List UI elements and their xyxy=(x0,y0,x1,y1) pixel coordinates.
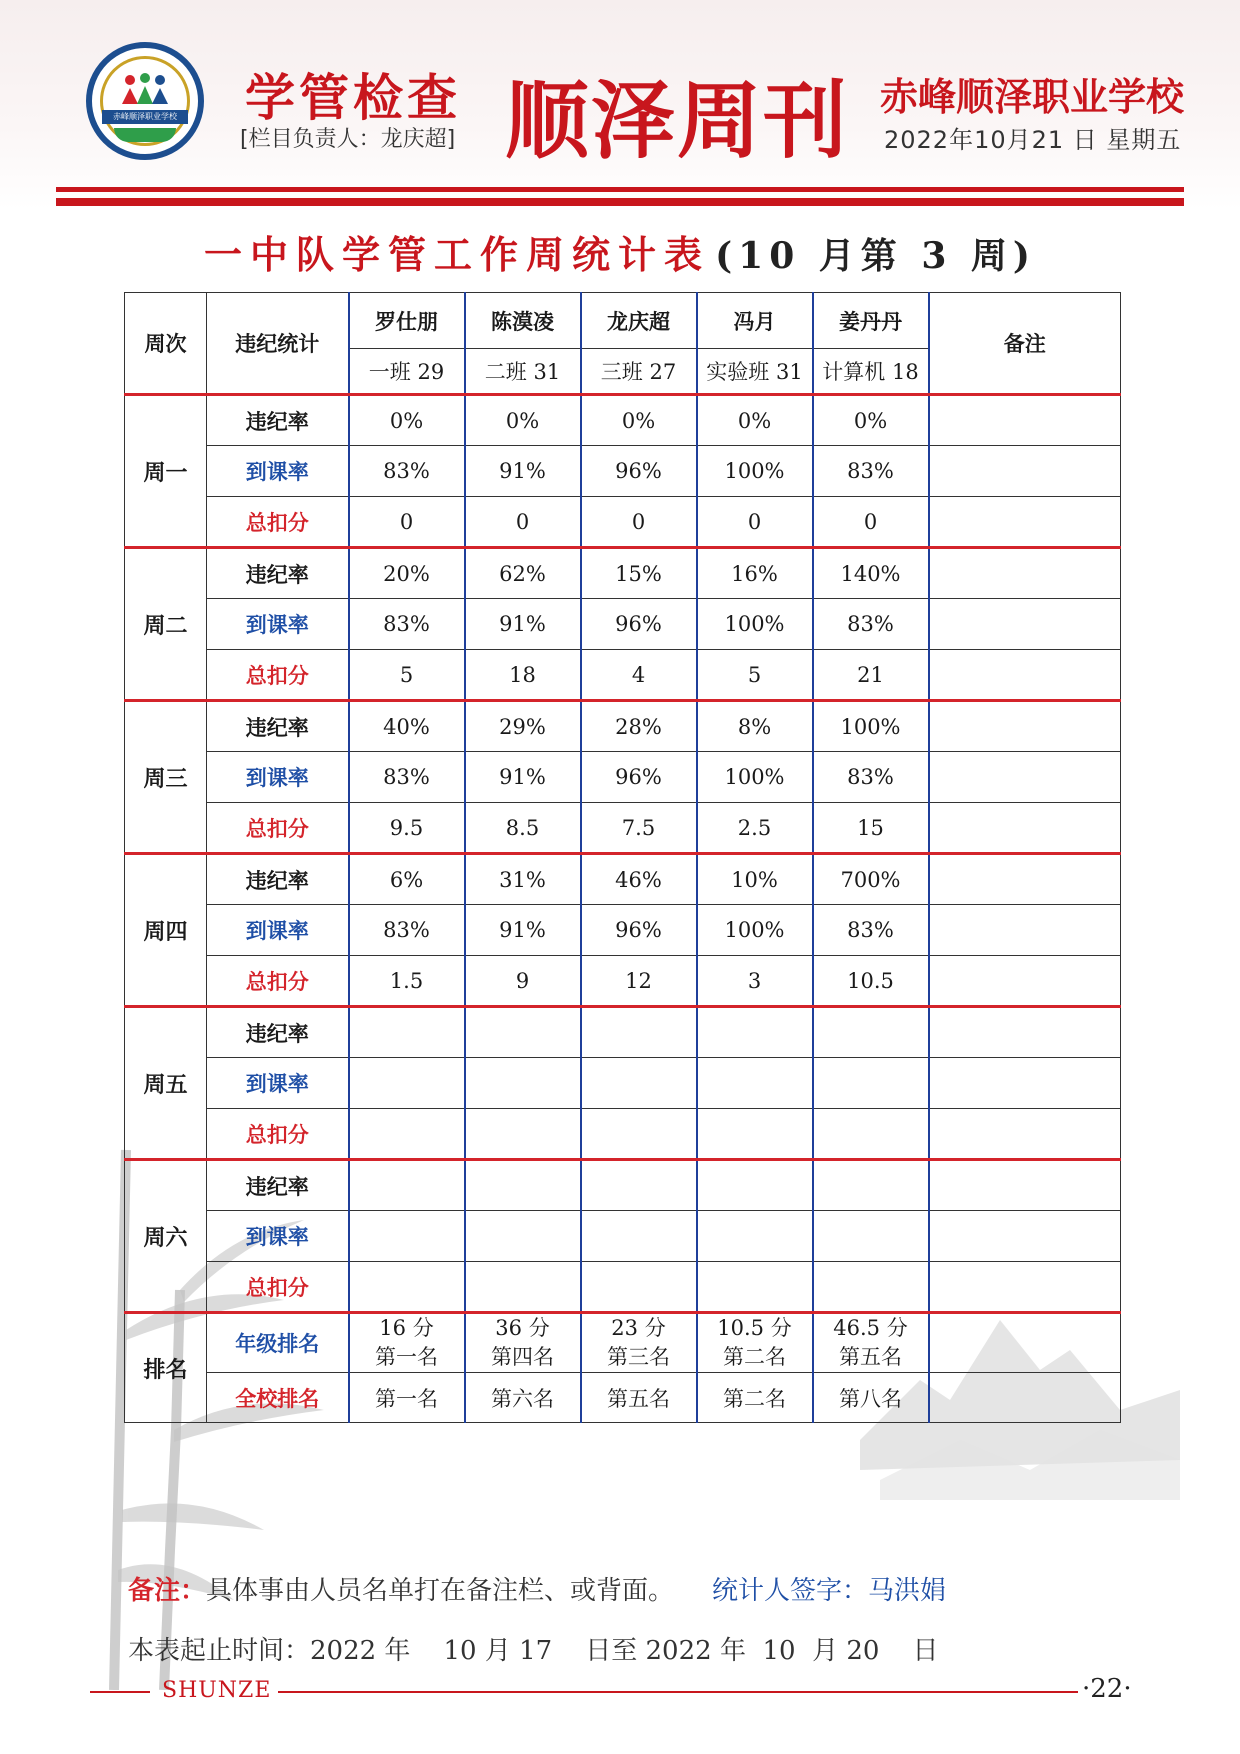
value-cell xyxy=(465,1058,581,1109)
value-cell xyxy=(581,1058,697,1109)
value-cell: 10% xyxy=(697,854,813,905)
table-row xyxy=(125,752,1121,803)
table-row xyxy=(125,1211,1121,1262)
value-cell: 40% xyxy=(349,701,465,752)
value-cell xyxy=(697,1007,813,1058)
value-cell xyxy=(465,1211,581,1262)
value-cell: 83% xyxy=(349,905,465,956)
value-cell xyxy=(813,1058,929,1109)
metric-label: 违纪率 xyxy=(207,854,349,905)
grade-rank-cell xyxy=(349,1313,465,1373)
remark-cell xyxy=(929,1058,1121,1109)
remark-cell xyxy=(929,956,1121,1007)
class-label: 计算机 18 xyxy=(813,349,929,395)
teacher-name: 冯月 xyxy=(697,293,813,349)
value-cell xyxy=(349,1160,465,1211)
value-cell xyxy=(697,1211,813,1262)
value-cell: 83% xyxy=(813,905,929,956)
table-row xyxy=(125,803,1121,854)
grade-rank-cell xyxy=(697,1313,813,1373)
remark-cell xyxy=(929,446,1121,497)
grade-rank-cell xyxy=(581,1313,697,1373)
value-cell: 96% xyxy=(581,752,697,803)
day-label: 周五 xyxy=(125,1007,207,1160)
school-rank-cell: 第五名 xyxy=(581,1373,697,1423)
footer-rule-right xyxy=(278,1691,1078,1693)
value-cell: 46% xyxy=(581,854,697,905)
remark-cell xyxy=(929,803,1121,854)
table-period: 本表起止时间：2022 年 10 月 17 日至 2022 年 10 月 20 日 xyxy=(128,1636,939,1666)
school-rank-cell: 第八名 xyxy=(813,1373,929,1423)
value-cell xyxy=(813,1160,929,1211)
day-label: 周六 xyxy=(125,1160,207,1313)
metric-label: 违纪率 xyxy=(207,548,349,599)
value-cell xyxy=(349,1058,465,1109)
value-cell xyxy=(697,1058,813,1109)
weekly-stats-table xyxy=(124,292,1121,1423)
table-row xyxy=(125,1160,1121,1211)
grade-score: 46.5 分 xyxy=(833,1316,908,1340)
value-cell: 0 xyxy=(349,497,465,548)
value-cell xyxy=(581,1160,697,1211)
note-key: 备注： xyxy=(128,1576,207,1606)
value-cell xyxy=(581,1262,697,1313)
teacher-name: 姜丹丹 xyxy=(813,293,929,349)
ranking-row-school xyxy=(125,1373,1121,1423)
class-label: 一班 29 xyxy=(349,349,465,395)
metric-label: 到课率 xyxy=(207,905,349,956)
value-cell: 100% xyxy=(813,701,929,752)
day-label: 周二 xyxy=(125,548,207,701)
remark-cell xyxy=(929,1211,1121,1262)
teacher-name: 罗仕朋 xyxy=(349,293,465,349)
value-cell: 0 xyxy=(465,497,581,548)
table-row xyxy=(125,497,1121,548)
grade-rank: 第五名 xyxy=(839,1345,902,1369)
table-row xyxy=(125,701,1121,752)
value-cell: 0% xyxy=(697,395,813,446)
school-name: 赤峰顺泽职业学校 xyxy=(880,75,1185,119)
value-cell: 2.5 xyxy=(697,803,813,854)
metric-label: 到课率 xyxy=(207,599,349,650)
remark-cell xyxy=(929,701,1121,752)
metric-label: 到课率 xyxy=(207,752,349,803)
grade-score: 10.5 分 xyxy=(717,1316,792,1340)
school-logo xyxy=(86,42,204,160)
remark-cell xyxy=(929,1373,1121,1423)
grade-score: 23 分 xyxy=(611,1316,666,1340)
value-cell: 0 xyxy=(813,497,929,548)
value-cell: 12 xyxy=(581,956,697,1007)
grade-rank: 第四名 xyxy=(491,1345,554,1369)
grade-rank: 第二名 xyxy=(723,1345,786,1369)
value-cell xyxy=(465,1109,581,1160)
school-rank-label: 全校排名 xyxy=(207,1373,349,1423)
metric-label: 总扣分 xyxy=(207,1262,349,1313)
value-cell: 100% xyxy=(697,599,813,650)
header-remark: 备注 xyxy=(929,293,1121,395)
footer-rule-left xyxy=(90,1691,150,1693)
logo-hands-icon xyxy=(114,128,176,142)
page-number: ·22· xyxy=(1082,1674,1132,1704)
value-cell xyxy=(813,1211,929,1262)
school-rank-cell: 第六名 xyxy=(465,1373,581,1423)
value-cell: 100% xyxy=(697,905,813,956)
ranking-row-grade xyxy=(125,1313,1121,1373)
value-cell: 0 xyxy=(697,497,813,548)
value-cell: 100% xyxy=(697,446,813,497)
day-label: 周四 xyxy=(125,854,207,1007)
value-cell: 83% xyxy=(813,446,929,497)
school-rank-cell: 第一名 xyxy=(349,1373,465,1423)
value-cell: 140% xyxy=(813,548,929,599)
table-row xyxy=(125,956,1121,1007)
statistician-signature: 统计人签字：马洪娟 xyxy=(712,1576,947,1606)
value-cell xyxy=(697,1160,813,1211)
value-cell xyxy=(349,1262,465,1313)
class-label: 二班 31 xyxy=(465,349,581,395)
metric-label: 到课率 xyxy=(207,446,349,497)
remark-cell xyxy=(929,599,1121,650)
header-row xyxy=(125,293,1121,349)
value-cell: 28% xyxy=(581,701,697,752)
value-cell xyxy=(581,1109,697,1160)
remark-cell xyxy=(929,905,1121,956)
value-cell: 31% xyxy=(465,854,581,905)
class-label: 三班 27 xyxy=(581,349,697,395)
header-rule-thick xyxy=(56,198,1184,206)
value-cell xyxy=(349,1007,465,1058)
value-cell: 3 xyxy=(697,956,813,1007)
header-rule-thin xyxy=(56,187,1184,192)
value-cell xyxy=(697,1262,813,1313)
metric-label: 违纪率 xyxy=(207,1160,349,1211)
remark-cell xyxy=(929,752,1121,803)
table-row xyxy=(125,599,1121,650)
section-owner: [栏目负责人：龙庆超] xyxy=(240,127,456,152)
value-cell: 91% xyxy=(465,752,581,803)
grade-rank-cell xyxy=(465,1313,581,1373)
logo-band: 赤峰顺泽职业学校 xyxy=(102,110,188,124)
remark-cell xyxy=(929,395,1121,446)
table-title xyxy=(0,224,1240,279)
value-cell: 0% xyxy=(349,395,465,446)
value-cell: 62% xyxy=(465,548,581,599)
header-week: 周次 xyxy=(125,293,207,395)
table-row xyxy=(125,446,1121,497)
value-cell: 15 xyxy=(813,803,929,854)
value-cell xyxy=(581,1211,697,1262)
value-cell xyxy=(813,1262,929,1313)
value-cell: 91% xyxy=(465,599,581,650)
table-row xyxy=(125,1109,1121,1160)
table-row xyxy=(125,1262,1121,1313)
day-label: 周一 xyxy=(125,395,207,548)
masthead-title: 顺泽周刊 xyxy=(505,71,850,170)
value-cell: 10.5 xyxy=(813,956,929,1007)
class-label: 实验班 31 xyxy=(697,349,813,395)
metric-label: 总扣分 xyxy=(207,803,349,854)
value-cell: 83% xyxy=(813,599,929,650)
teacher-name: 陈漠凌 xyxy=(465,293,581,349)
table-row xyxy=(125,395,1121,446)
value-cell: 5 xyxy=(697,650,813,701)
grade-rank: 第一名 xyxy=(375,1345,438,1369)
value-cell: 9.5 xyxy=(349,803,465,854)
value-cell: 8% xyxy=(697,701,813,752)
value-cell xyxy=(465,1007,581,1058)
value-cell xyxy=(813,1007,929,1058)
table-title-main: 一中队学管工作周统计表 xyxy=(204,232,711,277)
value-cell: 7.5 xyxy=(581,803,697,854)
value-cell: 0 xyxy=(581,497,697,548)
metric-label: 违纪率 xyxy=(207,395,349,446)
value-cell xyxy=(581,1007,697,1058)
metric-label: 违纪率 xyxy=(207,701,349,752)
value-cell xyxy=(813,1109,929,1160)
table-title-sub: (10 月第 3 周) xyxy=(715,235,1036,277)
grade-rank: 第三名 xyxy=(607,1345,670,1369)
remark-cell xyxy=(929,1262,1121,1313)
table-row xyxy=(125,905,1121,956)
table-row xyxy=(125,548,1121,599)
grade-rank-cell xyxy=(813,1313,929,1373)
section-title: 学管检查 xyxy=(245,69,461,127)
remark-cell xyxy=(929,1160,1121,1211)
value-cell: 21 xyxy=(813,650,929,701)
value-cell: 4 xyxy=(581,650,697,701)
footer-brand: SHUNZE xyxy=(162,1678,272,1703)
table-row xyxy=(125,1058,1121,1109)
value-cell: 9 xyxy=(465,956,581,1007)
ranking-label: 排名 xyxy=(125,1313,207,1423)
value-cell: 0% xyxy=(813,395,929,446)
table-row xyxy=(125,854,1121,905)
value-cell: 96% xyxy=(581,905,697,956)
value-cell xyxy=(349,1109,465,1160)
school-rank-cell: 第二名 xyxy=(697,1373,813,1423)
value-cell xyxy=(349,1211,465,1262)
metric-label: 到课率 xyxy=(207,1211,349,1262)
value-cell: 6% xyxy=(349,854,465,905)
teacher-name: 龙庆超 xyxy=(581,293,697,349)
remark-cell xyxy=(929,854,1121,905)
value-cell: 100% xyxy=(697,752,813,803)
table-row xyxy=(125,1007,1121,1058)
value-cell: 91% xyxy=(465,446,581,497)
day-label: 周三 xyxy=(125,701,207,854)
note-text: 具体事由人员名单打在备注栏、或背面。 xyxy=(206,1576,675,1606)
value-cell: 700% xyxy=(813,854,929,905)
value-cell: 96% xyxy=(581,446,697,497)
remark-cell xyxy=(929,548,1121,599)
grade-rank-label: 年级排名 xyxy=(207,1313,349,1373)
value-cell: 20% xyxy=(349,548,465,599)
metric-label: 总扣分 xyxy=(207,956,349,1007)
value-cell: 83% xyxy=(813,752,929,803)
value-cell: 96% xyxy=(581,599,697,650)
metric-label: 总扣分 xyxy=(207,1109,349,1160)
value-cell: 83% xyxy=(349,599,465,650)
value-cell: 5 xyxy=(349,650,465,701)
value-cell: 91% xyxy=(465,905,581,956)
footer-note xyxy=(128,1570,674,1607)
grade-score: 16 分 xyxy=(379,1316,434,1340)
value-cell: 29% xyxy=(465,701,581,752)
remark-cell xyxy=(929,497,1121,548)
remark-cell xyxy=(929,1007,1121,1058)
value-cell: 16% xyxy=(697,548,813,599)
grade-score: 36 分 xyxy=(495,1316,550,1340)
issue-date: 2022年10月21 日 星期五 xyxy=(884,126,1182,154)
value-cell: 15% xyxy=(581,548,697,599)
value-cell: 83% xyxy=(349,752,465,803)
value-cell: 8.5 xyxy=(465,803,581,854)
remark-cell xyxy=(929,650,1121,701)
value-cell: 1.5 xyxy=(349,956,465,1007)
value-cell: 0% xyxy=(465,395,581,446)
value-cell xyxy=(465,1160,581,1211)
value-cell: 83% xyxy=(349,446,465,497)
header-stat: 违纪统计 xyxy=(207,293,349,395)
table-row xyxy=(125,650,1121,701)
metric-label: 到课率 xyxy=(207,1058,349,1109)
value-cell: 18 xyxy=(465,650,581,701)
remark-cell xyxy=(929,1313,1121,1373)
metric-label: 违纪率 xyxy=(207,1007,349,1058)
remark-cell xyxy=(929,1109,1121,1160)
value-cell: 0% xyxy=(581,395,697,446)
value-cell xyxy=(465,1262,581,1313)
logo-figures-icon xyxy=(118,72,172,112)
metric-label: 总扣分 xyxy=(207,497,349,548)
metric-label: 总扣分 xyxy=(207,650,349,701)
value-cell xyxy=(697,1109,813,1160)
